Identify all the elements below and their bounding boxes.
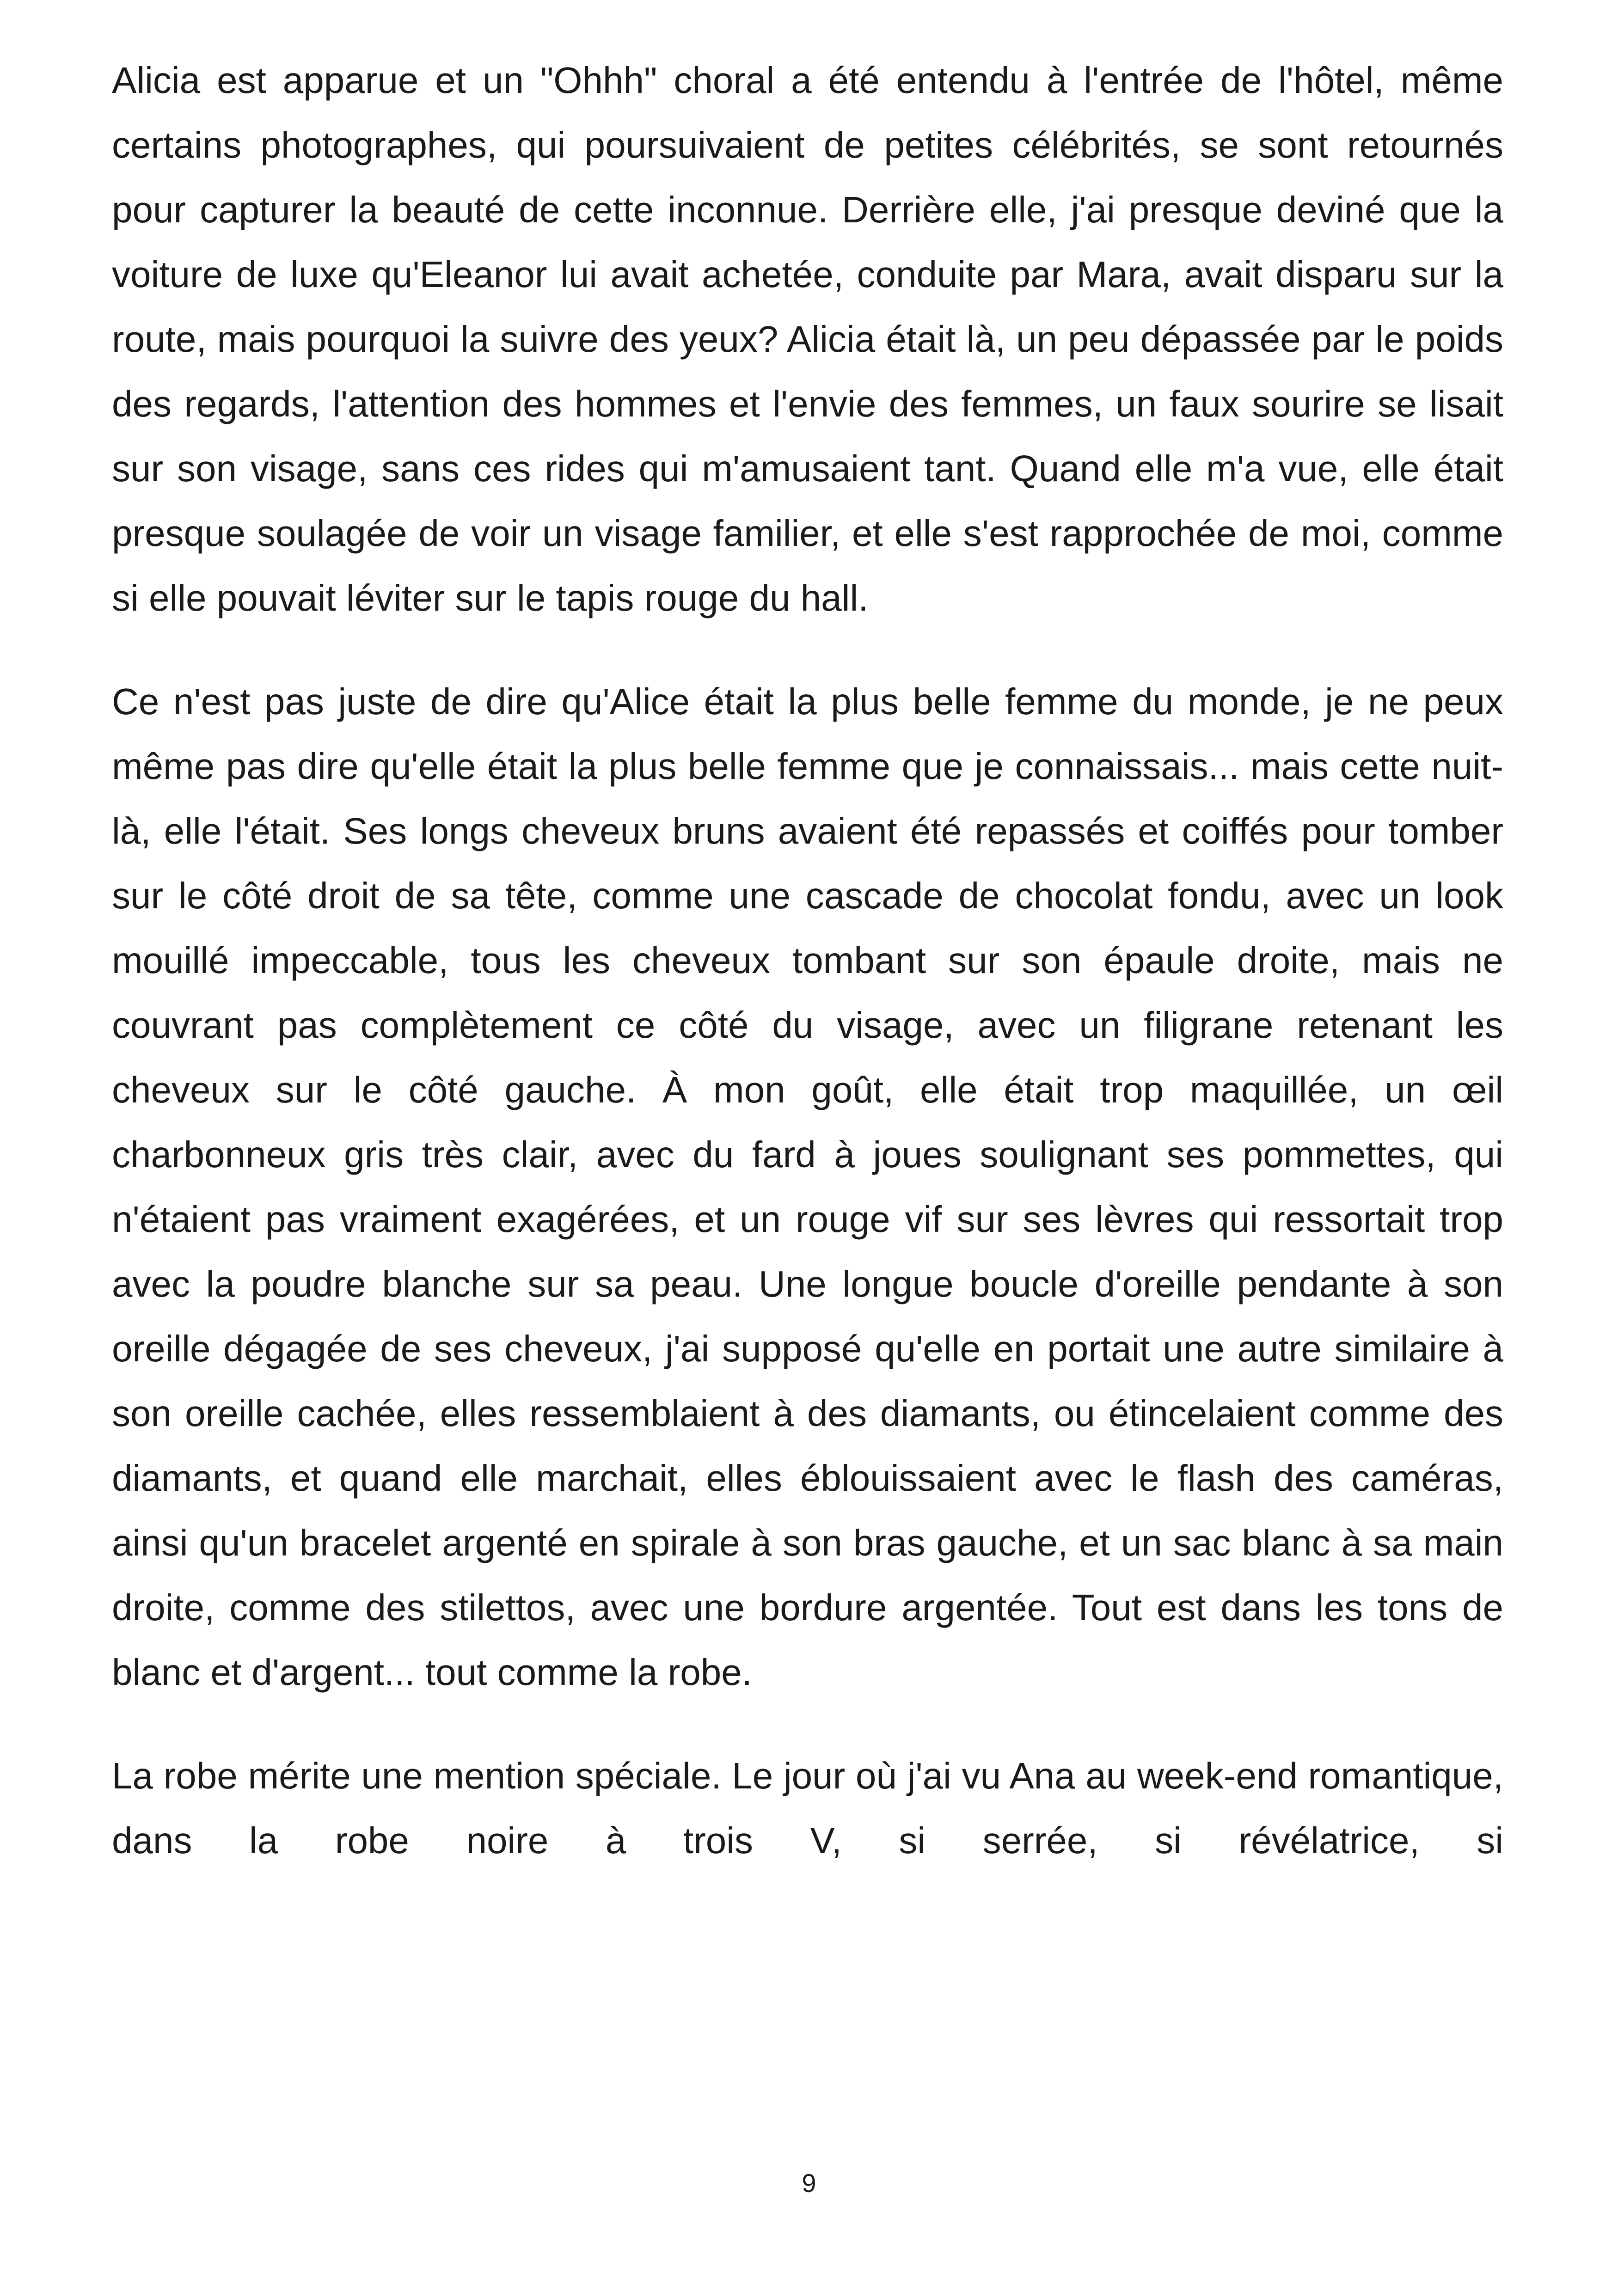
paragraph: Ce n'est pas juste de dire qu'Alice était la plus belle femme du monde, je ne peux même pas dire qu'elle était la plus belle femme que je connaissais... mais cette nuit-là, elle l'était. Ses longs cheveux bruns avaient été repassés et coiffés pour tomber sur le côté droit de sa tête, comme une cascade de chocolat fondu, avec un look mouillé impeccable, tous les cheveux tombant sur son épaule droite, mais ne couvrant pas complètement ce côté du visage, avec un filigrane retenant les cheveux sur le côté gauche. À mon goût, elle était trop maquillée, un œil charbonneux gris très clair, avec du fard à joues soulignant ses pommettes, qui n'étaient pas vraiment exagérées, et un rouge vif sur ses lèvres qui ressortait trop avec la poudre blanche sur sa peau. Une longue boucle d'oreille pendante à son oreille dégagée de ses cheveux, j'ai supposé qu'elle en portait une autre similaire à son oreille cachée, elles ressemblaient à des diamants, ou étincelaient comme des diamants, et quand elle marchait, elles éblouissaient avec le flash des caméras, ainsi qu'un bracelet argenté en spirale à son bras gauche, et un sac blanc à sa main droite, comme des stilettos, avec une bordure argentée. Tout est dans les tons de blanc et d'argent... tout comme la robe. — [112, 681, 1503, 1693]
paragraph: Alicia est apparue et un "Ohhh" choral a été entendu à l'entrée de l'hôtel, même certains photographes, qui poursuivaient de petites célébrités, se sont retournés pour capturer la beauté de cette inconnue. Derrière elle, j'ai presque deviné que la voiture de luxe qu'Eleanor lui avait achetée, conduite par Mara, avait disparu sur la route, mais pourquoi la suivre des yeux? Alicia était là, un peu dépassée par le poids des regards, l'attention des hommes et l'envie des femmes, un faux sourire se lisait sur son visage, sans ces rides qui m'amusaient tant. Quand elle m'a vue, elle était presque soulagée de voir un visage familier, et elle s'est rapprochée de moi, comme si elle pouvait léviter sur le tapis rouge du hall. — [112, 60, 1503, 618]
document-page — [112, 48, 1503, 1873]
paragraph: La robe mérite une mention spéciale. Le jour où j'ai vu Ana au week-end romantique, dans la robe noire à trois V, si serrée, si révélatrice, si — [112, 1755, 1503, 1861]
page-number: 9 — [802, 2168, 816, 2198]
